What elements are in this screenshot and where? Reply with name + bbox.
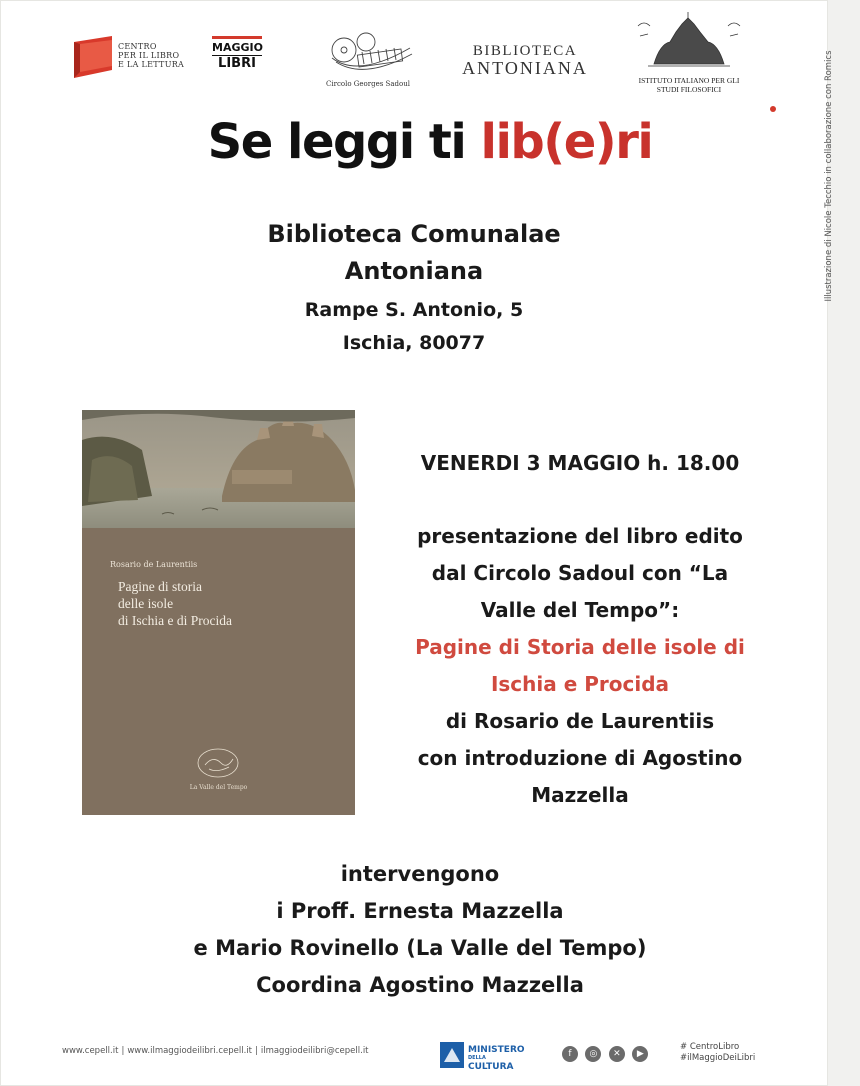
coordinator-line: Coordina Agostino Mazzella (256, 973, 584, 997)
speakers-heading: intervengono (340, 862, 500, 886)
cover-painting (82, 410, 355, 528)
iisf-emblem-icon (630, 14, 748, 74)
venue-city: Ischia, 80077 (342, 332, 486, 354)
title-prefix: Se leggi ti (207, 114, 481, 170)
antoniana-logo-line1: BIBLIOTECA (472, 43, 578, 59)
event-desc-line: dal Circolo Sadoul con “La (431, 561, 729, 585)
ministry-small: DELLA (468, 1055, 486, 1061)
venue-name-line2: Antoniana (344, 257, 484, 285)
cepell-logo-text (118, 42, 184, 69)
publisher-emblem-icon (195, 745, 241, 781)
event-date: VENERDI 3 MAGGIO h. 18.00 (420, 451, 740, 475)
venue-name-line1: Biblioteca Comunalae (267, 220, 561, 248)
hashtag: #ilMaggioDeiLibri (680, 1053, 756, 1063)
iisf-caption-line1: ISTITUTO ITALIANO PER GLI (638, 76, 740, 85)
iisf-caption-line2: STUDI FILOSOFICI (656, 85, 722, 94)
ministry-line2: CULTURA (468, 1062, 514, 1072)
instagram-icon[interactable]: ◎ (585, 1046, 601, 1062)
facebook-icon[interactable]: f (562, 1046, 578, 1062)
iisf-caption (630, 76, 748, 94)
ministry-text (468, 1045, 525, 1072)
cover-title-line: delle isole (118, 596, 174, 611)
event-book-title: Pagine di Storia delle isole di (415, 635, 745, 659)
ministero-cultura-logo (438, 1040, 548, 1080)
hashtag: # CentroLibro (680, 1042, 740, 1052)
cover-publisher: La Valle del Tempo (189, 784, 248, 791)
cepell-line3: E LA LETTURA (118, 60, 185, 69)
event-author: di Rosario de Laurentiis (445, 709, 715, 733)
cover-title (118, 578, 338, 629)
event-description (368, 518, 792, 814)
youtube-icon[interactable]: ▶ (632, 1046, 648, 1062)
contact-email-link[interactable]: ilmaggiodeilibri@cepell.it (260, 1046, 369, 1056)
title-accent: lib(e)ri (480, 114, 653, 170)
maggio-logo-line1: MAGGIO (212, 36, 262, 54)
iisf-logo (630, 14, 748, 98)
biblioteca-antoniana-logo (455, 44, 595, 77)
cover-title-line: Pagine di storia (118, 579, 202, 594)
cepell-line1: CENTRO (118, 42, 157, 51)
circolo-sadoul-logo (318, 28, 418, 94)
maggio-libri-logo (212, 36, 262, 78)
speakers-line: i Proff. Ernesta Mazzella (276, 899, 564, 923)
maggio-logo-line2: LIBRI (212, 55, 262, 71)
logo-strip (0, 0, 828, 110)
film-reel-icon (318, 28, 418, 80)
cepell-logo (72, 34, 202, 82)
footer-separator: | (254, 1046, 258, 1056)
venue-block (0, 216, 828, 360)
ministry-line1: MINISTERO (468, 1045, 525, 1055)
event-intro: con introduzione di Agostino (417, 746, 743, 770)
book-cover (82, 410, 355, 815)
event-intro: Mazzella (531, 783, 629, 807)
speakers-line: e Mario Rovinello (La Valle del Tempo) (193, 936, 647, 960)
sadoul-caption: Circolo Georges Sadoul (326, 80, 410, 88)
cover-author: Rosario de Laurentiis (110, 560, 198, 569)
cepell-line2: PER IL LIBRO (118, 51, 180, 60)
footer (0, 1030, 828, 1086)
footer-separator: | (121, 1046, 125, 1056)
cepell-website-link[interactable]: www.cepell.it (62, 1046, 119, 1056)
event-book-title: Ischia e Procida (490, 672, 670, 696)
antoniana-logo-line2: ANTONIANA (462, 58, 588, 78)
cover-title-line: di Ischia e di Procida (118, 613, 232, 628)
event-desc-line: presentazione del libro edito (417, 524, 743, 548)
social-icons (562, 1046, 651, 1064)
illustration-credit: Illustrazione di Nicole Tecchio in collaborazione con Romics (824, 50, 834, 302)
speakers-block (0, 856, 840, 1004)
hashtags (680, 1042, 755, 1064)
cepell-book-icon (72, 34, 114, 80)
maggio-website-link[interactable]: www.ilmaggiodeilibri.cepell.it (127, 1046, 252, 1056)
event-desc-line: Valle del Tempo”: (480, 598, 680, 622)
main-title (0, 112, 860, 172)
ministry-emblem-icon (438, 1040, 466, 1070)
venue-address: Rampe S. Antonio, 5 (304, 299, 524, 321)
footer-links (62, 1046, 369, 1056)
x-twitter-icon[interactable]: ✕ (609, 1046, 625, 1062)
